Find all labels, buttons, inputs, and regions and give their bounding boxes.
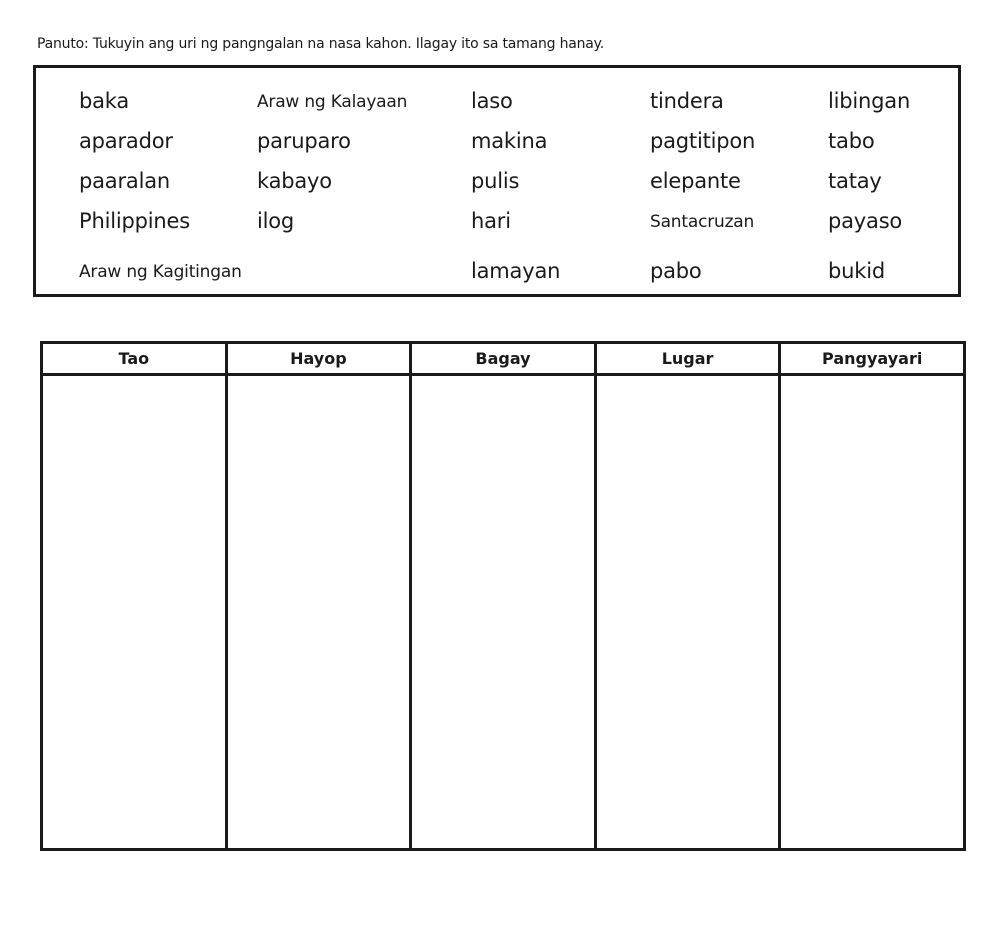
word-card[interactable]: tatay (828, 169, 882, 193)
column-header-pangyayari: Pangyayari (780, 343, 965, 375)
word-bank (33, 65, 961, 297)
word-card[interactable]: elepante (650, 169, 741, 193)
word-card[interactable]: bukid (828, 259, 885, 283)
drop-zone-hayop[interactable] (226, 375, 411, 850)
word-card[interactable]: payaso (828, 209, 903, 233)
word-card[interactable]: Araw ng Kalayaan (257, 92, 408, 112)
word-card[interactable]: baka (79, 89, 130, 113)
word-card[interactable]: paaralan (79, 169, 170, 193)
drop-zone-tao[interactable] (42, 375, 227, 850)
word-card[interactable]: makina (471, 129, 548, 153)
category-header-row (42, 343, 965, 375)
drop-zone-row (42, 375, 965, 850)
word-card[interactable]: hari (471, 209, 511, 233)
word-card[interactable]: Araw ng Kagitingan (79, 262, 242, 282)
word-card[interactable]: pagtitipon (650, 129, 756, 153)
word-card[interactable]: tabo (828, 129, 875, 153)
column-header-hayop: Hayop (226, 343, 411, 375)
drop-zone-bagay[interactable] (411, 375, 596, 850)
word-card[interactable]: Philippines (79, 209, 190, 233)
column-header-tao: Tao (42, 343, 227, 375)
instructions-text: Panuto: Tukuyin ang uri ng pangngalan na nasa kahon. Ilagay ito sa tamang hanay. (37, 36, 605, 52)
word-card[interactable]: lamayan (471, 259, 561, 283)
word-card[interactable]: tindera (650, 89, 724, 113)
word-card[interactable]: ilog (257, 209, 295, 233)
word-card[interactable]: laso (471, 89, 513, 113)
column-header-lugar: Lugar (595, 343, 780, 375)
category-table (40, 341, 966, 851)
word-card[interactable]: kabayo (257, 169, 332, 193)
drop-zone-pangyayari[interactable] (780, 375, 965, 850)
drop-zone-lugar[interactable] (595, 375, 780, 850)
column-header-bagay: Bagay (411, 343, 596, 375)
word-card[interactable]: aparador (79, 129, 173, 153)
word-card[interactable]: libingan (828, 89, 911, 113)
word-card[interactable]: pulis (471, 169, 520, 193)
word-card[interactable]: pabo (650, 259, 702, 283)
word-card[interactable]: Santacruzan (650, 212, 755, 232)
word-card[interactable]: paruparo (257, 129, 351, 153)
